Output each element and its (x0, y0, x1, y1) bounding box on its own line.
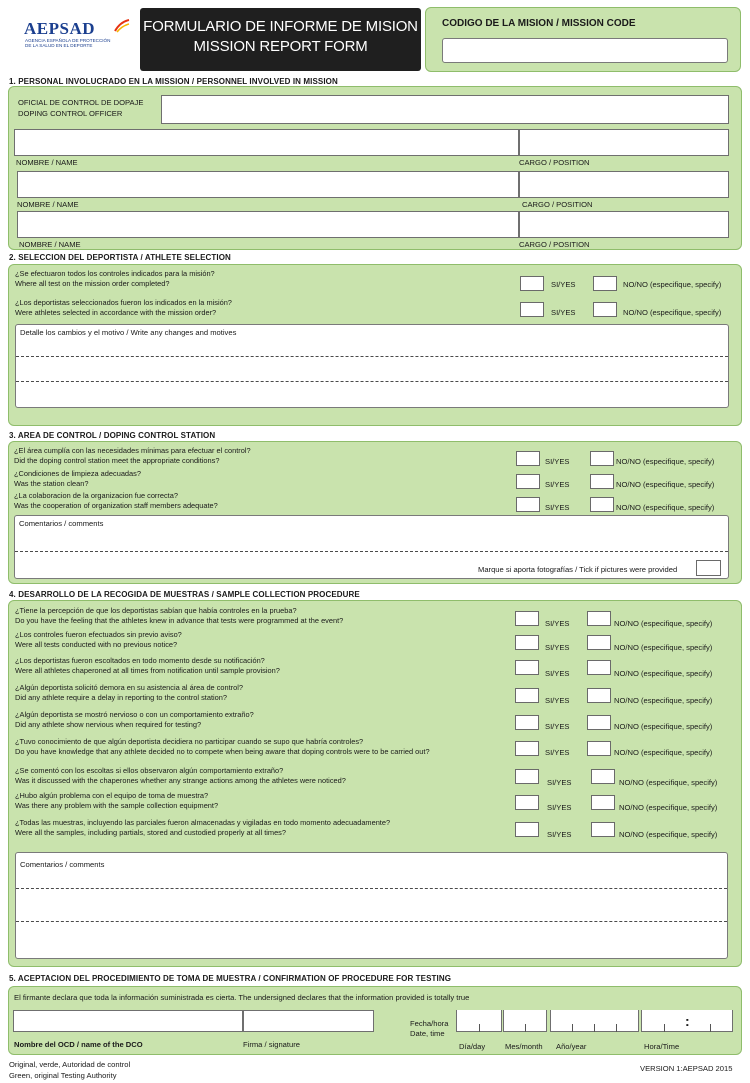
s4-q8-yes-checkbox[interactable] (515, 795, 539, 810)
dco-name-label: Nombre del OCD / name of the DCO (14, 1040, 143, 1049)
s2-changes-label: Detalle los cambios y el motivo / Write any changes and motives (20, 328, 237, 337)
s2-q2-yes-label: SI/YES (551, 308, 576, 317)
s3-q3-yes-label: SI/YES (545, 503, 570, 512)
s3-question-3: ¿La colaboracion de la organizacion fue correcta? Was the cooperation of organization staff members adequate? (14, 491, 218, 510)
month-divider (525, 1024, 526, 1032)
personnel-name-input-3[interactable] (17, 211, 519, 238)
s2-question-1: ¿Se efectuaron todos los controles indicados para la misión? Where all test on the mission order completed? (15, 269, 215, 288)
s3-q1-yes-checkbox[interactable] (516, 451, 540, 466)
s3-question-2: ¿Condiciones de limpieza adecuadas? Was the station clean? (14, 469, 141, 488)
s4-q1-yes-checkbox[interactable] (515, 611, 539, 626)
position-label-1: CARGO / POSITION (519, 158, 590, 167)
s2-dashed-line-2 (16, 381, 728, 382)
personnel-position-input-1[interactable] (519, 129, 729, 156)
year-label: Año/year (556, 1042, 587, 1051)
s4-q6-yes-label: SI/YES (545, 748, 570, 757)
s4-q4-no-label: NO/NO (especifique, specify) (614, 696, 713, 705)
s4-q3-yes-checkbox[interactable] (515, 660, 539, 675)
date-label-es: Fecha/hora (410, 1019, 449, 1028)
s4-q4-no-checkbox[interactable] (587, 688, 611, 703)
s4-q2-no-label: NO/NO (especifique, specify) (614, 643, 713, 652)
s4-q5-no-checkbox[interactable] (587, 715, 611, 730)
s2-q1-yes-label: SI/YES (551, 280, 576, 289)
dco-name-input[interactable] (13, 1010, 243, 1032)
s2-q1-no-label: NO/NO (especifique, specify) (623, 280, 722, 289)
s2-dashed-line-1 (16, 356, 728, 357)
mission-code-input[interactable] (442, 38, 728, 63)
s4-q1-yes-label: SI/YES (545, 619, 570, 628)
s4-q4-yes-label: SI/YES (545, 696, 570, 705)
day-divider (479, 1024, 480, 1032)
time-label: Hora/Time (644, 1042, 680, 1051)
s4-question-1: ¿Tiene la percepción de que los deportistas sabían que había controles en la prueba? Do you have the feeling that the athletes knew in advance that tests were programmed at the event? (15, 606, 344, 625)
s4-q2-yes-checkbox[interactable] (515, 635, 539, 650)
s4-q5-yes-label: SI/YES (545, 722, 570, 731)
position-label-3: CARGO / POSITION (519, 240, 590, 249)
mission-code-label: CODIGO DE LA MISION / MISSION CODE (442, 18, 636, 29)
section-3-title: 3. AREA DE CONTROL / DOPING CONTROL STATION (9, 431, 216, 440)
signature-input[interactable] (243, 1010, 374, 1032)
position-label-2: CARGO / POSITION (522, 200, 593, 209)
s4-q9-no-checkbox[interactable] (591, 822, 615, 837)
s3-q3-no-checkbox[interactable] (590, 497, 614, 512)
s2-question-2: ¿Los deportistas seleccionados fueron los indicados en la misión? Were athletes selected in accordance with the mission order? (15, 298, 232, 317)
dco-label-en: DOPING CONTROL OFFICER (18, 109, 123, 118)
time-separator: : (685, 1013, 690, 1029)
personnel-position-input-3[interactable] (519, 211, 729, 238)
s4-q6-yes-checkbox[interactable] (515, 741, 539, 756)
s3-comments-label: Comentarios / comments (19, 519, 104, 528)
s4-q8-yes-label: SI/YES (547, 803, 572, 812)
s2-q2-no-checkbox[interactable] (593, 302, 617, 317)
s3-dashed-line (15, 551, 728, 552)
s4-question-8: ¿Hubo algún problema con el equipo de toma de muestra? Was there any problem with the sample collection equipment? (15, 791, 219, 810)
date-label-en: Date, time (410, 1029, 445, 1038)
logo (22, 18, 132, 50)
mission-code-panel (425, 7, 741, 72)
s4-q8-no-checkbox[interactable] (591, 795, 615, 810)
time-divider-2 (710, 1024, 711, 1032)
logo-name: AEPSAD (24, 19, 96, 38)
s4-q5-no-label: NO/NO (especifique, specify) (614, 722, 713, 731)
s5-declaration: El firmante declara que toda la información suministrada es cierta. The undersigned declares that the information provided is totally true (14, 993, 470, 1002)
form-title-en: MISSION REPORT FORM (193, 38, 368, 55)
dco-label-es: OFICIAL DE CONTROL DE DOPAJE (18, 98, 144, 107)
s4-comments-textarea[interactable] (15, 852, 728, 959)
s4-question-3: ¿Los deportistas fueron escoltados en todo momento desde su notificación? Were all athletes chaperoned at all times from notification until sample provision? (15, 656, 280, 675)
s3-q2-no-checkbox[interactable] (590, 474, 614, 489)
s3-q1-no-label: NO/NO (especifique, specify) (616, 457, 715, 466)
s4-q9-yes-label: SI/YES (547, 830, 572, 839)
s3-q3-no-label: NO/NO (especifique, specify) (616, 503, 715, 512)
s3-q1-no-checkbox[interactable] (590, 451, 614, 466)
s4-q1-no-label: NO/NO (especifique, specify) (614, 619, 713, 628)
s4-dashed-line-1 (16, 888, 727, 889)
s4-dashed-line-2 (16, 921, 727, 922)
s4-q9-yes-checkbox[interactable] (515, 822, 539, 837)
personnel-name-input-1[interactable] (14, 129, 519, 156)
s3-q2-no-label: NO/NO (especifique, specify) (616, 480, 715, 489)
month-label: Mes/month (505, 1042, 543, 1051)
section-1-title: 1. PERSONAL INVOLUCRADO EN LA MISSION / PERSONNEL INVOLVED IN MISSION (9, 77, 338, 86)
s4-q4-yes-checkbox[interactable] (515, 688, 539, 703)
form-title-es: FORMULARIO DE INFORME DE MISION (143, 18, 418, 35)
year-divider-2 (594, 1024, 595, 1032)
s3-q2-yes-label: SI/YES (545, 480, 570, 489)
s3-q1-yes-label: SI/YES (545, 457, 570, 466)
s4-q2-yes-label: SI/YES (545, 643, 570, 652)
s2-q2-yes-checkbox[interactable] (520, 302, 544, 317)
s4-q7-yes-checkbox[interactable] (515, 769, 539, 784)
s3-q3-yes-checkbox[interactable] (516, 497, 540, 512)
s4-question-9: ¿Todas las muestras, incluyendo las parciales fueron almacenadas y vigiladas en todo momento adecuadamente? Were all the samples, including partials, stored and custodied properly at all times? (15, 818, 391, 837)
footer-copy-en: Green, original Testing Authority (9, 1071, 117, 1080)
s2-q1-yes-checkbox[interactable] (520, 276, 544, 291)
s4-question-6: ¿Tuvo conocimiento de que algún deportista decidiera no participar cuando se supo que habría controles? Do you have knowledge that any athlete decided no to compete when being aware that doping controls were to be carried out? (15, 737, 430, 756)
s4-q3-no-checkbox[interactable] (587, 660, 611, 675)
form-title-block (140, 8, 421, 71)
s4-question-5: ¿Algún deportista se mostró nervioso o con un comportamiento extraño? Did any athlete show nervious when required for testing? (15, 710, 254, 729)
personnel-position-input-2[interactable] (519, 171, 729, 198)
s2-q1-no-checkbox[interactable] (593, 276, 617, 291)
logo-subtitle-2: DE LA SALUD EN EL DEPORTE (25, 43, 93, 48)
time-divider-1 (664, 1024, 665, 1032)
s4-question-7: ¿Se comentó con los escoltas si ellos observaron algún comportamiento extraño? Was it discussed with the chaperones whether any strange actions among the athletes were noticed? (15, 766, 346, 785)
name-label-3: NOMBRE / NAME (19, 240, 81, 249)
s3-q2-yes-checkbox[interactable] (516, 474, 540, 489)
s2-q2-no-label: NO/NO (especifique, specify) (623, 308, 722, 317)
s4-q7-yes-label: SI/YES (547, 778, 572, 787)
dco-input[interactable] (161, 95, 729, 124)
s4-q7-no-label: NO/NO (especifique, specify) (619, 778, 718, 787)
s4-question-4: ¿Algún deportista solicitó demora en su asistencia al área de control? Did any athlete require a delay in reporting to the control station? (15, 683, 244, 702)
logo-subtitle-1: AGENCIA ESPAÑOLA DE PROTECCIÓN (25, 38, 111, 43)
s4-comments-label: Comentarios / comments (20, 860, 105, 869)
s3-question-1: ¿El área cumplía con las necesidades mínimas para efectuar el control? Did the doping control station meet the appropriate conditions? (14, 446, 251, 465)
s4-q6-no-label: NO/NO (especifique, specify) (614, 748, 713, 757)
signature-label: Firma / signature (243, 1040, 300, 1049)
section-4-title: 4. DESARROLLO DE LA RECOGIDA DE MUESTRAS / SAMPLE COLLECTION PROCEDURE (9, 590, 360, 599)
s4-q6-no-checkbox[interactable] (587, 741, 611, 756)
s4-q5-yes-checkbox[interactable] (515, 715, 539, 730)
footer-copy-es: Original, verde, Autoridad de control (9, 1060, 131, 1069)
year-divider-1 (572, 1024, 573, 1032)
day-label: Día/day (459, 1042, 486, 1051)
s3-photos-label: Marque si aporta fotografías / Tick if pictures were provided (478, 565, 678, 574)
s4-q3-yes-label: SI/YES (545, 669, 570, 678)
s4-q7-no-checkbox[interactable] (591, 769, 615, 784)
footer-version: VERSION 1:AEPSAD 2015 (640, 1064, 733, 1073)
name-label-1: NOMBRE / NAME (16, 158, 78, 167)
section-5-title: 5. ACEPTACION DEL PROCEDIMIENTO DE TOMA DE MUESTRA / CONFIRMATION OF PROCEDURE FOR TESTING (9, 974, 452, 983)
name-label-2: NOMBRE / NAME (17, 200, 79, 209)
year-divider-3 (616, 1024, 617, 1032)
logo-swoosh-icon (114, 19, 130, 33)
s4-question-2: ¿Los controles fueron efectuados sin previo aviso? Were all tests conducted with no previous notice? (15, 630, 182, 649)
s4-q1-no-checkbox[interactable] (587, 611, 611, 626)
section-2-title: 2. SELECCION DEL DEPORTISTA / ATHLETE SELECTION (9, 253, 231, 262)
s4-q2-no-checkbox[interactable] (587, 635, 611, 650)
s4-q9-no-label: NO/NO (especifique, specify) (619, 830, 718, 839)
s3-photos-checkbox[interactable] (696, 560, 721, 576)
s4-q3-no-label: NO/NO (especifique, specify) (614, 669, 713, 678)
personnel-name-input-2[interactable] (17, 171, 519, 198)
s4-q8-no-label: NO/NO (especifique, specify) (619, 803, 718, 812)
